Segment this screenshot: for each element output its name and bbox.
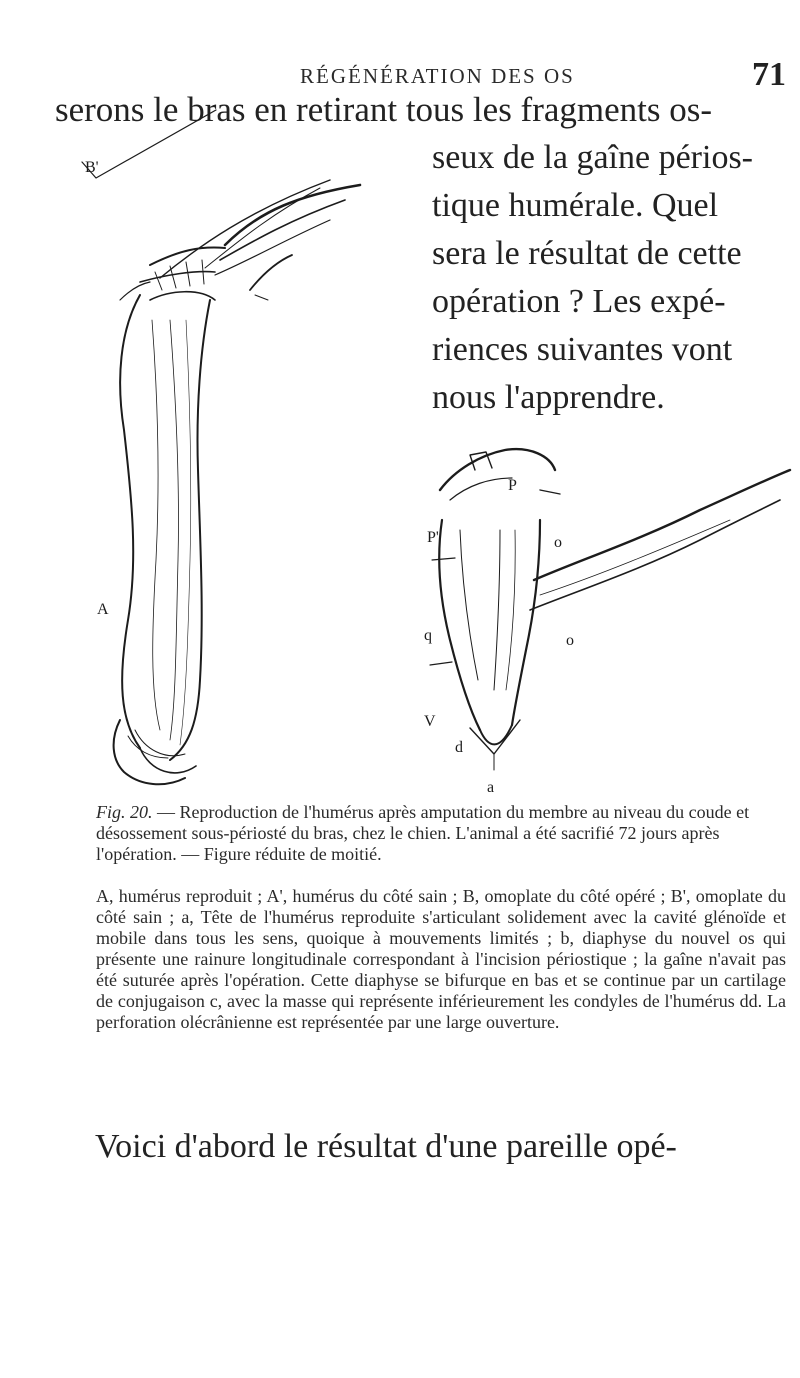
body-line: seux de la gaîne périos- (432, 139, 753, 176)
figure-legend: A, humérus reproduit ; A', humérus du côté sain ; B, omoplate du côté opéré ; B', omoplate du côté sain ; a, Tête de l'humérus reproduite s'articulant solidement avec la cavité glénoïde et mobile dans tous les sens, quoique à mouvements limités ; b, diaphyse du nouvel os qui présente une rainure longitudinale correspondant à l'incision périostique ; la gaîne n'avait pas été suturée après l'opération. Cette diaphyse se bifurque en bas et se continue par un cartilage de conjugaison c, avec la masse qui représente inférieurement les condyles de l'humérus dd. La perforation olécrânienne est représentée par une large ouverture. (96, 886, 786, 1032)
body-line: riences suivantes vont (432, 331, 733, 368)
humerus-reproduced-drawing (430, 449, 790, 770)
label-P: P (508, 477, 517, 494)
caption-text: Reproduction de l'humérus après amputation du membre au niveau du coude et désossement sous-périosté du bras, chez le chien. L'animal a été sacrifié 72 jours après l'opération. — Figure réduite de moitié. (96, 802, 750, 864)
label-A: A (97, 601, 109, 618)
body-line: opération ? Les expé- (432, 283, 726, 320)
caption-dash: — (152, 802, 180, 822)
humerus-A-drawing (120, 180, 330, 773)
label-P-prime: P' (427, 529, 439, 546)
label-d: d (455, 739, 463, 756)
lower-left-bone-drawing (114, 720, 185, 784)
page-number: 71 (752, 56, 786, 93)
label-o-top: o (554, 534, 562, 551)
body-line-last: Voici d'abord le résultat d'une pareille opé- (95, 1128, 677, 1165)
label-q: q (424, 627, 432, 644)
label-B-prime: B' (85, 159, 99, 176)
leader-line-B-prime (82, 110, 216, 178)
label-a: a (487, 779, 495, 796)
figure-caption (96, 802, 776, 865)
scapula-drawing (120, 185, 360, 300)
label-V: V (424, 713, 436, 730)
body-line: nous l'apprendre. (432, 379, 665, 416)
running-head-title: RÉGÉNÉRATION DES OS (300, 64, 575, 88)
body-line: tique humérale. Quel (432, 187, 719, 224)
body-line: sera le résultat de cette (432, 235, 742, 272)
label-o-right: o (566, 632, 574, 649)
figure-label: Fig. 20. (96, 802, 153, 822)
body-line-first: serons le bras en retirant tous les fragments os- (55, 90, 713, 129)
